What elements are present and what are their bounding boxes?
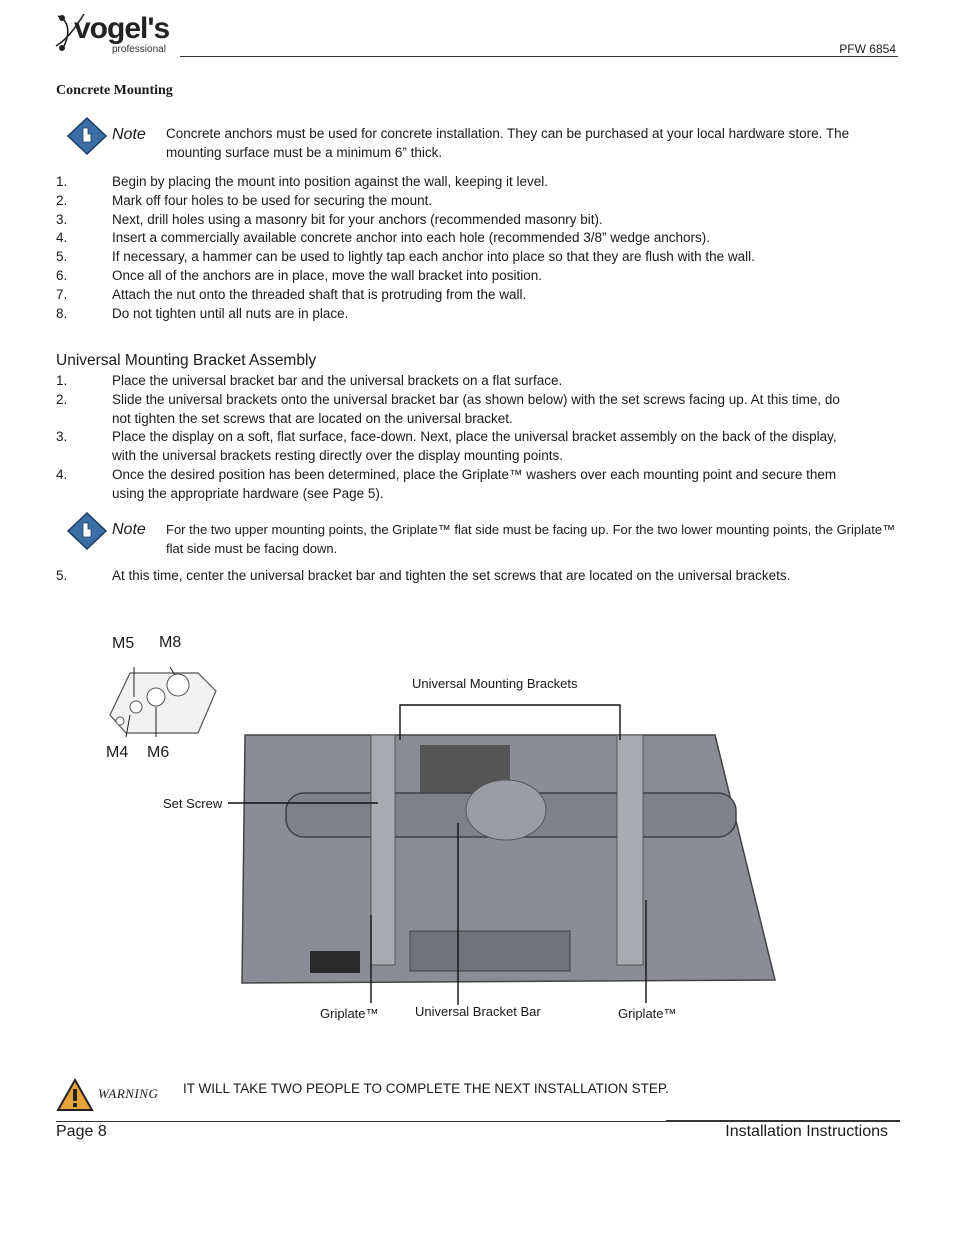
final-step-list: [56, 567, 916, 586]
brand-sub: professional: [112, 44, 166, 55]
note-text: For the two upper mounting points, the Griplate™ flat side must be facing up. For the two lower mounting points, the Griplate™ flat side must be facing down.: [166, 522, 896, 556]
note-label: Note: [112, 521, 146, 538]
list-text: Next, drill holes using a masonry bit for your anchors (recommended masonry bit).: [112, 211, 603, 227]
list-number: 6.: [56, 267, 68, 283]
list-number: 2.: [56, 192, 68, 208]
note-hand-icon: [66, 511, 108, 551]
footer-rule-thick: [666, 1120, 900, 1122]
bracket-assembly-diagram: [90, 625, 810, 1045]
note-label: Note: [112, 126, 146, 143]
list-number: 7.: [56, 286, 68, 302]
warning-label: WARNING: [98, 1086, 159, 1101]
list-text: Slide the universal brackets onto the universal bracket bar (as shown below) with the set screws facing up. At this time, do not tighten the set screws that are located on the universal bracket.: [112, 391, 840, 426]
page-number: Page 8: [56, 1123, 107, 1140]
list-text: Begin by placing the mount into position against the wall, keeping it level.: [112, 174, 549, 189]
list-item: [56, 211, 916, 230]
list-number: 8.: [56, 305, 68, 321]
label-set-screw: Set Screw: [163, 796, 223, 811]
list-number: 1.: [56, 373, 68, 388]
list-number: 5.: [56, 249, 68, 265]
label-universal-bracket-bar: Universal Bracket Bar: [415, 1004, 541, 1019]
list-text: Place the display on a soft, flat surface, face-down. Next, place the universal bracket assembly on the back of the display, with the universal brackets resting directly over the display mounting points.: [112, 429, 837, 464]
list-number: 4.: [56, 230, 68, 246]
bracket-steps-list: [56, 372, 916, 504]
list-item: [56, 173, 916, 192]
document-title: Installation Instructions: [725, 1123, 888, 1140]
griplate-washer-drawing: [110, 667, 216, 737]
list-text: If necessary, a hammer can be used to lightly tap each anchor into place so that they are flush with the wall.: [112, 249, 755, 265]
display-back-drawing: [242, 735, 775, 983]
list-text: Do not tighten until all nuts are in place.: [112, 305, 349, 321]
label-m6: M6: [147, 744, 170, 761]
label-universal-mounting-brackets: Universal Mounting Brackets: [412, 676, 578, 691]
list-number: 3.: [56, 429, 68, 445]
list-item: [56, 286, 916, 305]
list-item: [56, 391, 856, 429]
list-item: [56, 305, 916, 324]
list-text: At this time, center the universal bracket bar and tighten the set screws that are located on the universal brackets.: [112, 568, 791, 583]
header-rule-right: [754, 56, 898, 57]
warning-triangle-icon: [56, 1078, 94, 1112]
list-text: Attach the nut onto the threaded shaft that is protruding from the wall.: [112, 286, 527, 302]
list-item: [56, 372, 856, 391]
label-griplate-right: Griplate™: [618, 1006, 677, 1021]
list-item: [56, 229, 916, 248]
model-number: PFW 6854: [839, 42, 896, 56]
section-title: Concrete Mounting: [56, 83, 173, 98]
list-item: [56, 567, 916, 586]
list-text: Place the universal bracket bar and the universal brackets on a flat surface.: [112, 373, 563, 388]
brand-logo: [54, 10, 184, 58]
list-number: 4.: [56, 466, 68, 482]
list-item: [56, 466, 856, 504]
list-text: Once the desired position has been determined, place the Griplate™ washers over each mounting point and secure them using the appropriate hardware (see Page 5).: [112, 466, 837, 501]
list-text: Once all of the anchors are in place, move the wall bracket into position.: [112, 267, 542, 283]
list-number: 2.: [56, 391, 68, 407]
label-m5: M5: [112, 635, 135, 652]
list-item: [56, 267, 916, 286]
subsection-title: Universal Mounting Bracket Assembly: [56, 352, 317, 369]
label-m4: M4: [106, 744, 129, 761]
header-rule: [180, 56, 754, 57]
warning-text: IT WILL TAKE TWO PEOPLE TO COMPLETE THE NEXT INSTALLATION STEP.: [183, 1081, 669, 1096]
list-text: Mark off four holes to be used for securing the mount.: [112, 192, 433, 208]
note-text: Concrete anchors must be used for concrete installation. They can be purchased at your local hardware store. The mounting surface must be a minimum 6” thick.: [166, 126, 850, 160]
label-m8: M8: [159, 634, 182, 651]
list-text: Insert a commercially available concrete anchor into each hole (recommended 3/8” wedge anchors).: [112, 230, 711, 246]
list-number: 3.: [56, 211, 68, 227]
label-griplate-left: Griplate™: [320, 1006, 379, 1021]
list-item: [56, 428, 856, 466]
brand-name: vogel's: [74, 12, 170, 45]
list-number: 1.: [56, 174, 68, 189]
note-hand-icon: [66, 116, 108, 156]
list-number: 5.: [56, 568, 68, 583]
concrete-steps-list: [56, 173, 916, 323]
list-item: [56, 192, 916, 211]
list-item: [56, 248, 916, 267]
